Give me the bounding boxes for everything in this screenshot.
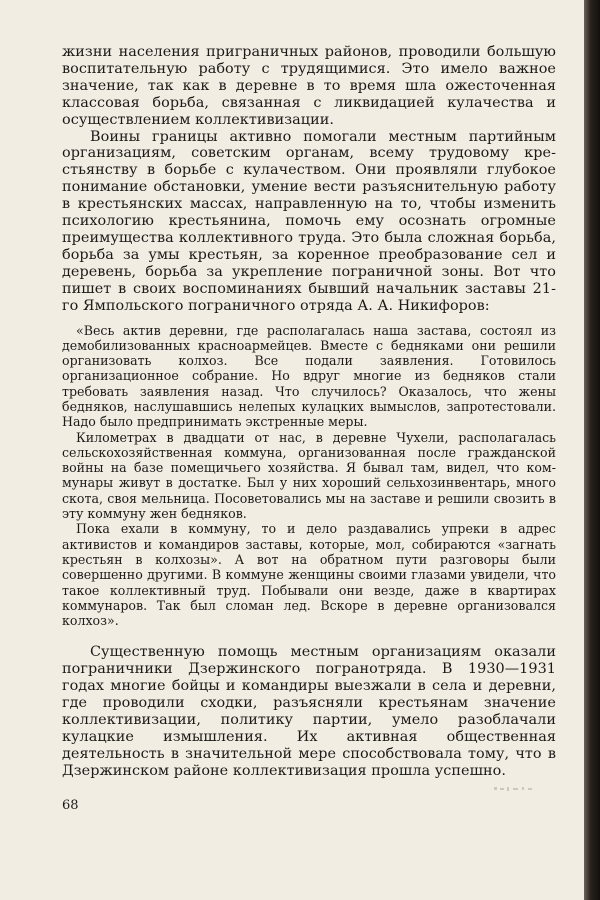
paragraph-3: Существенную помощь местным организациям оказали пограничники Дзержинского погранотряда. В 1930—1931 годах многие бойцы и командиры выезжали в села и деревни, где проводили сходки, разъясняли крестьянам значение коллективизации, политику партии, умело разоблачали кулацкие измышления. Их активная общественная деятельность в значительной мере способствовала тому, что в Дзержинском районе коллективизация прошла успешно. [62,644,556,779]
memoir-quote [62,323,556,629]
page-number: 68 [62,798,79,813]
quote-paragraph-3: Пока ехали в коммуну, то и дело раздавались упреки в адрес активистов и командиров заставы, которые, мол, собираются «загнать крестьян в колхозы». А вот на обратном пути разговоры были совершенно другими. В коммуне женщины своими глазами увидели, что такое коллективный труд. Побывали они везде, даже в квартирах коммунаров. Так был сломан лед. Вскоре в деревне организовался колхоз». [62,521,556,629]
faint-stamp-mark [492,784,538,794]
quote-paragraph-1: «Весь актив деревни, где располагалась наша застава, состоял из демобилизованных красноармейцев. Вместе с бедняками они решили организовать колхоз. Все подали заявления. Готовилось организационное собрание. Но вдруг многие из бедняков стали требовать заявления назад. Что случилось? Оказалось, что жены бедняков, наслушавшись нелепых кулацких вымыслов, запротестовали. Надо было предпринимать экстренные меры. [62,322,556,430]
paragraph-1: жизни населения приграничных районов, проводили большую воспитательную работу с трудящимися. Это имело важное значение, так как в деревне в то время шла ожесточенная классовая борьба, связанная с ликвидацией кулачества и осуществлением коллективизации. [62,44,556,128]
page-text [62,44,556,780]
spacer [62,628,556,644]
spacer [62,315,556,323]
quote-paragraph-2: Километрах в двадцати от нас, в деревне Чухели, располагалась сельскохозяйственная коммуна, организованная после гражданской войны на базе помещичьего хозяйства. Я бывал там, видел, что коммунары живут в достатке. Был у них хороший сельхозинвентарь, много скота, своя мельница. Посоветовались мы на заставе и решили свозить в эту коммуну жен бедняков. [62,429,556,522]
book-spine-edge [584,0,600,900]
paragraph-2: Воины границы активно помогали местным партийным организациям, советским органам, всему трудовому крестьянству в борьбе с кулачеством. Они проявляли глубокое понимание обстановки, умение вести разъяснительную работу в крестьянских массах, направленную на то, чтобы изменить психологию крестьянина, помочь ему осознать огромные преимущества коллективного труда. Это была сложная борьба, борьба за умы крестьян, за коренное преобразование сел и деревень, борьба за укрепление пограничной зоны. Вот что пишет в своих воспоминаниях бывший начальник заставы 21-го Ямпольского пограничного отряда А. А. Никифоров: [62,128,556,314]
